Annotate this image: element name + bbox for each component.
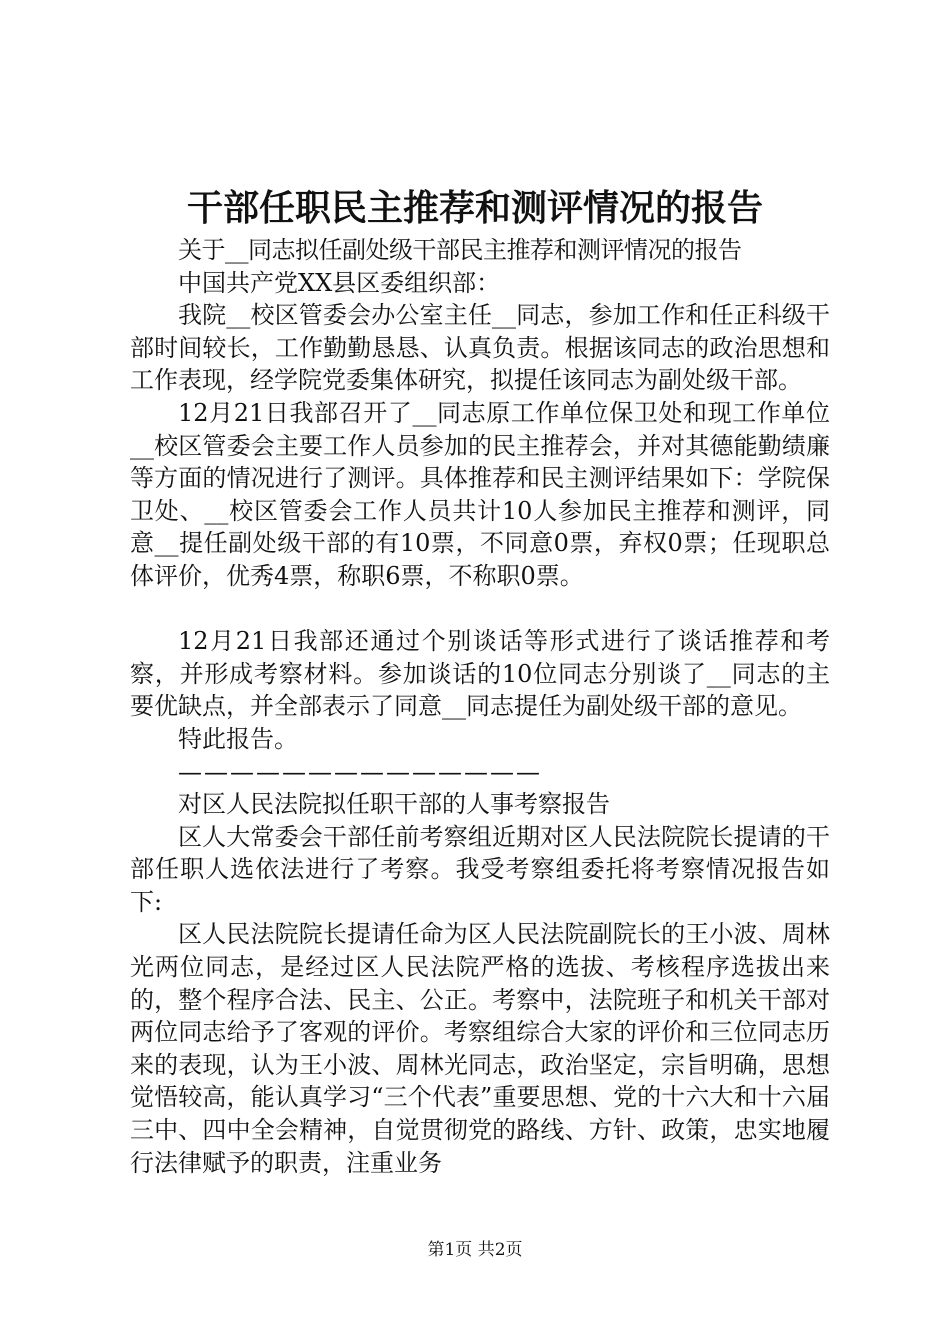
separator-line: ——————————————	[178, 757, 542, 786]
page-number-footer: 第1页 共2页	[427, 1240, 523, 1260]
blank-line	[130, 593, 830, 626]
closing-paragraph: 特此报告。	[178, 724, 298, 753]
body-paragraph: 12月21日我部召开了__同志原工作单位保卫处和现工作单位__校区管委会主要工作人员参加的民主推荐会，并对其德能勤绩廉等方面的情况进行了测评。具体推荐和民主测评结果如下：学院保卫处、__校区管委会工作人员共计10人参加民主推荐和测评，同意__提任副处级干部的有10票，不同意0票，弃权0票；任现职总体评价，优秀4票，称职6票，不称职0票。	[130, 398, 830, 590]
section-heading-paragraph: 对区人民法院拟任职干部的人事考察报告	[178, 790, 610, 819]
body-paragraph: 我院__校区管委会办公室主任__同志，参加工作和任正科级干部时间较长，工作勤勤恳恳、认真负责。根据该同志的政治思想和工作表现，经学院党委集体研究，拟提任该同志为副处级干部。	[130, 301, 830, 395]
body-paragraph: 区人民法院院长提请任命为区人民法院副院长的王小波、周林光两位同志，是经过区人民法院严格的选拔、考核程序选拔出来的，整个程序合法、民主、公正。考察中，法院班子和机关干部对两位同志给予了客观的评价。考察组综合大家的评价和三位同志历来的表现，认为王小波、周林光同志，政治坚定，宗旨明确，思想觉悟较高，能认真学习“三个代表”重要思想、党的十六大和十六届三中、四中全会精神，自觉贯彻党的路线、方针、政策，忠实地履行法律赋予的职责，注重业务	[130, 920, 830, 1177]
body-paragraph: 12月21日我部还通过个别谈话等形式进行了谈话推荐和考察，并形成考察材料。参加谈话的10位同志分别谈了__同志的主要优缺点，并全部表示了同意__同志提任为副处级干部的意见。	[130, 627, 830, 721]
report-subtitle-paragraph: 关于__同志拟任副处级干部民主推荐和测评情况的报告	[178, 236, 742, 264]
addressee-paragraph: 中国共产党XX县区委组织部：	[178, 268, 501, 297]
document-body	[130, 234, 830, 1179]
body-paragraph: 区人大常委会干部任前考察组近期对区人民法院院长提请的干部任职人选依法进行了考察。我受考察组委托将考察情况报告如下:	[130, 822, 830, 916]
document-title: 干部任职民主推荐和测评情况的报告	[186, 187, 763, 229]
